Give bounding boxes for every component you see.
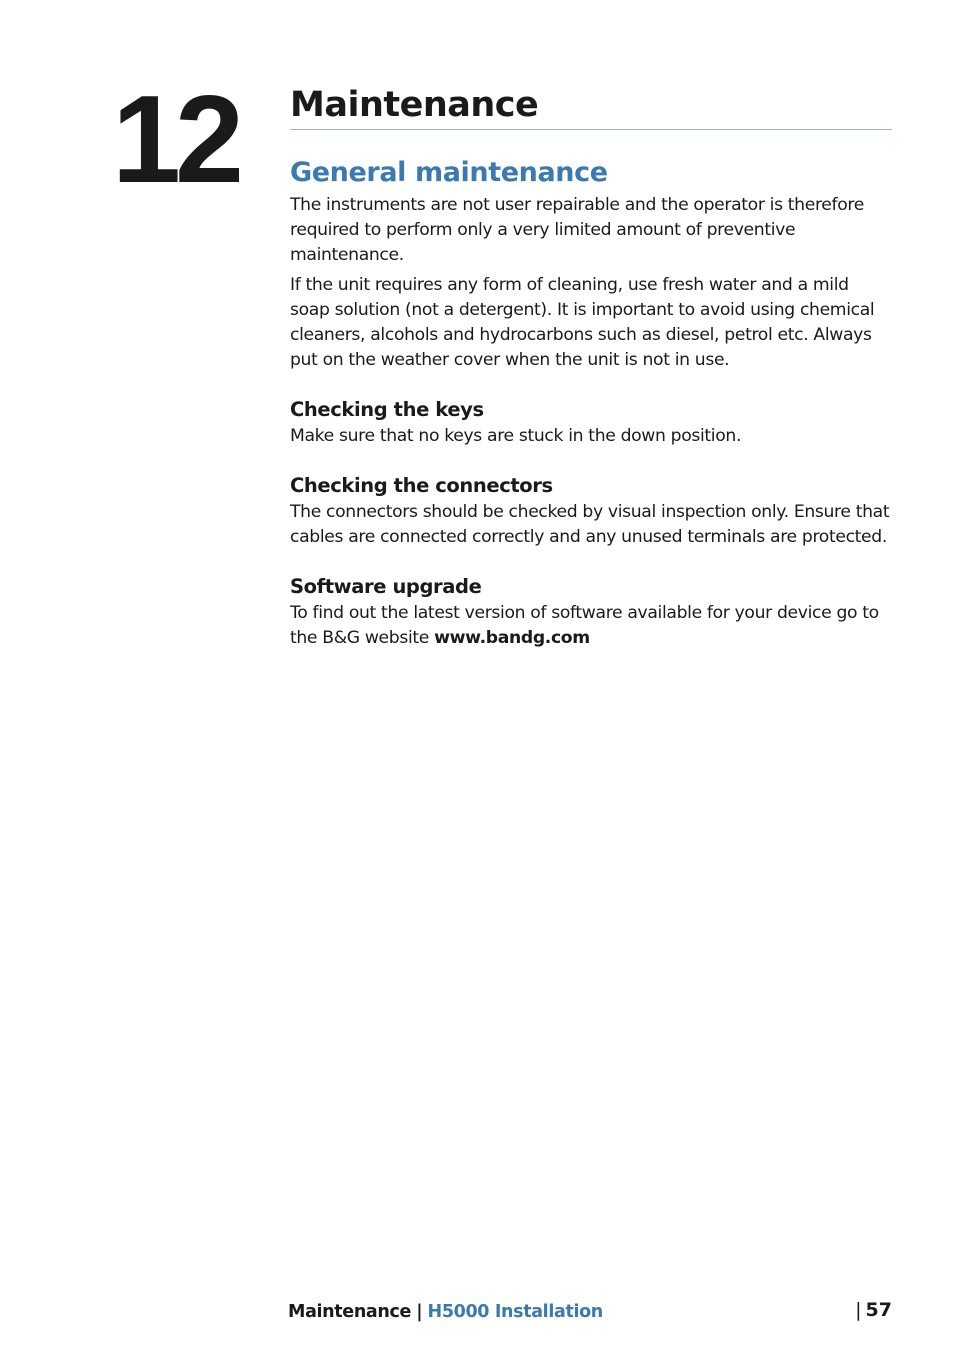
software-text: To find out the latest version of software available for your device go to the B&G website: [290, 603, 879, 649]
subsection-text-connectors: The connectors should be checked by visual inspection only. Ensure that cables are connected correctly and any unused terminals are protected.: [290, 502, 890, 548]
footer-section: Maintenance: [288, 1302, 412, 1322]
page-number-value: 57: [865, 1299, 892, 1321]
section-heading: General maintenance: [290, 157, 608, 188]
subsection-heading-software: Software upgrade: [290, 575, 482, 599]
page-content: [290, 157, 892, 656]
footer-document-title: H5000 Installation: [427, 1302, 603, 1322]
page-footer: [288, 1300, 603, 1324]
footer-separator: |: [416, 1302, 423, 1322]
paragraph: The instruments are not user repairable and the operator is therefore required to perform only a very limited amount of preventive maintenance.: [290, 195, 864, 266]
chapter-number: 12: [112, 71, 238, 209]
subsection-text-keys: Make sure that no keys are stuck in the down position.: [290, 426, 742, 447]
subsection-heading-connectors: Checking the connectors: [290, 474, 553, 498]
paragraph: If the unit requires any form of cleaning, use fresh water and a mild soap solution (not a detergent). It is important to avoid using chemical cleaners, alcohols and hydrocarbons such as diesel, petrol etc. Always put on the weather cover when the unit is not in use.: [290, 275, 875, 371]
website-link[interactable]: www.bandg.com: [434, 628, 590, 649]
page-number: [855, 1298, 892, 1322]
subsection-text-software: [290, 601, 892, 651]
page-number-bar: |: [855, 1299, 862, 1321]
subsection-heading-keys: Checking the keys: [290, 398, 484, 422]
chapter-title: Maintenance: [290, 85, 539, 125]
title-divider: [290, 129, 892, 130]
